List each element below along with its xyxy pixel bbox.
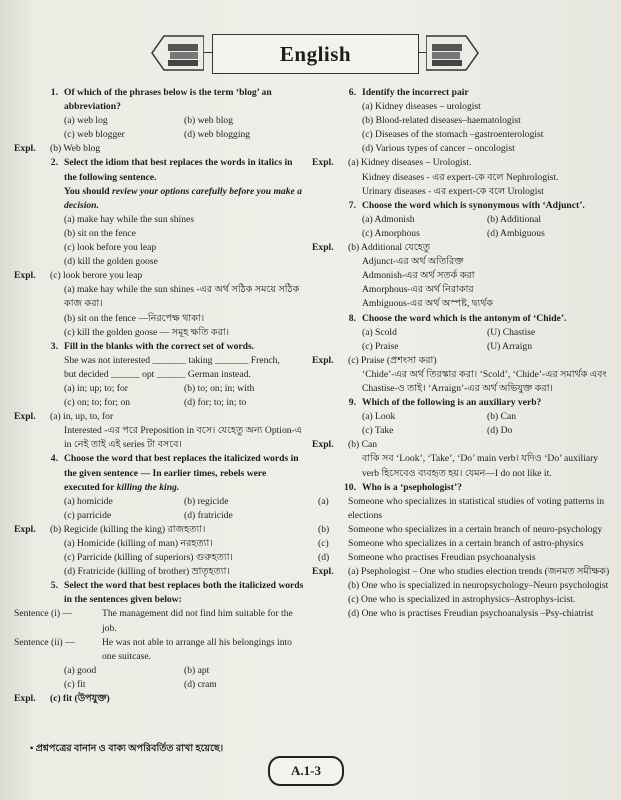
page-title: English	[212, 34, 419, 74]
option: (a) Someone who specializes in statistical studies of voting patterns in elections	[318, 495, 605, 521]
question-3-options: (a) in; up; to; for (b) to; on; in; with (c) on; to; for; on (d) for; to; in; to	[64, 382, 255, 409]
question-10: 10. Who is a ‘psephologist’?	[344, 481, 462, 493]
left-column	[14, 86, 304, 706]
explanation-line: (d) One who is practises Freudian psychoanalysis –Psy-chiatrist	[348, 608, 594, 620]
question-1-options: (a) web log (b) web blog (c) web blogger (d) web blogging	[64, 115, 251, 141]
sentence-i: Sentence (i) — The management did not find him suitable for the job.	[14, 608, 293, 634]
explanation-line: (d) Fratricide (killing of brother) ভ্রাতৃহত্যা।	[64, 566, 230, 578]
question-9: 9. Which of the following is an auxiliary verb?	[348, 397, 542, 409]
explanation-line: Ambiguous-এর অর্থ অস্পষ্ট, দ্ব্যর্থক	[362, 298, 494, 310]
explanation-line: Adjunct-এর অর্থ অতিরিক্ত	[362, 256, 464, 268]
explanation-2: Expl. (c) look berore you leap	[14, 270, 143, 282]
explanation-line: Amorphous-এর অর্থ নিরাকার	[362, 284, 474, 296]
explanation-line: Urinary diseases - এর expert-কে বলে Urologist	[362, 185, 544, 197]
option: (d) kill the golden goose	[64, 256, 158, 268]
option: (d) Various types of cancer – oncologist	[362, 143, 515, 155]
option: (d) Someone who practises Freudian psychoanalysis	[318, 552, 536, 564]
question-4: 4. Choose the word that best replaces the italicized words in the given sentence — In earlier times, rebels were executed for killing the king.	[50, 453, 299, 493]
explanation-3: Expl. (a) in, up, to, for	[14, 411, 114, 423]
question-1: 1. Of which of the phrases below is the term ‘blog’ an abbreviation?	[50, 87, 272, 113]
page-number: A.1-3	[268, 756, 344, 786]
explanation-line: (c) One who is specialized in astrophysics–Astrophys-icist.	[348, 594, 576, 606]
explanation-4: Expl. (b) Regicide (killing the king) রাজহত্যা।	[14, 523, 206, 535]
explanation-line: বাকি সব ‘Look’, ‘Take’, ‘Do’ main verb। যদিও ‘Do’ auxiliary verb হিসেবেও ব্যবহৃত হয়। যেমন—I do not like it.	[362, 453, 599, 479]
footer-note: • প্রশ্নপত্রের বানান ও বাক্য অপরিবর্তিত রাখা হয়েছে।	[30, 743, 224, 754]
question-8: 8. Choose the word which is the antonym of ‘Chide’.	[348, 312, 567, 324]
question-4-options: (a) homicide (b) regicide (c) parricide (d) fratricide	[64, 495, 233, 521]
question-5: 5. Select the word that best replaces both the italicized words in the sentences given below:	[50, 580, 304, 606]
explanation-line: (b) sit on the fence —নিরপেক্ষ থাকা।	[64, 312, 205, 324]
question-3-sentence: She was not interested _______ taking _______ French,	[64, 354, 280, 366]
explanation-line: Interested -এর পরে Preposition in বসে। যেহেতু অন্য Option-এ in নেই তাই এই series টা বসবে।	[64, 425, 303, 451]
question-9-options: (a) Look (b) Can (c) Take (d) Do	[362, 411, 517, 437]
explanation-6: Expl. (a) Kidney diseases – Urologist.	[312, 157, 472, 169]
explanation-line: (c) Parricide (killing of superiors) গুরুহত্যা।	[64, 552, 233, 564]
explanation-line: (c) kill the golden goose — সমূহ ক্ষতি করা।	[64, 326, 230, 338]
question-6: 6. Identify the incorrect pair	[348, 87, 469, 98]
option: (a) Kidney diseases – urologist	[362, 101, 481, 113]
explanation-line: (a) Homicide (killing of man) নরহত্যা।	[64, 538, 213, 549]
explanation-7: Expl. (b) Additional যেহেতু	[312, 242, 431, 254]
question-5-options: (a) good (b) apt (c) fit (d) cram	[64, 664, 217, 690]
option: (b) Blood-related diseases–haematologist	[362, 115, 521, 127]
question-7: 7. Choose the word which is synonymous with ‘Adjunct’.	[348, 199, 585, 211]
explanation-8: Expl. (c) Praise (প্রশংসা করা)	[312, 354, 437, 366]
explanation-9: Expl. (b) Can	[312, 439, 378, 451]
explanation-line: (b) One who is specialized in neuropsychology–Neuro psychologist	[348, 580, 609, 592]
option: (c) look before you leap	[64, 242, 157, 254]
header	[150, 30, 480, 78]
question-2: 2. Select the idiom that best replaces the words in italics in the following sentence.	[50, 157, 293, 183]
question-2-sentence: You should review your options carefully before you make a decision.	[64, 185, 302, 211]
option: (b) sit on the fence	[64, 227, 136, 239]
option: (c) Someone who specializes in a certain branch of astro-physics	[318, 538, 584, 549]
explanation-line: Admonish-এর অর্থ সতর্ক করা	[362, 270, 475, 282]
question-7-options: (a) Admonish (b) Additional (c) Amorphous (d) Ambiguous	[362, 213, 545, 239]
question-3: 3. Fill in the blanks with the correct set of words.	[50, 340, 255, 352]
books-icon-right	[426, 32, 480, 74]
right-column	[312, 86, 612, 622]
explanation-line: ‘Chide’-এর অর্থ তিরস্কার করা। ‘Scold’, ‘Chide’-এর সমার্থক এবং Chastise-ও তাই। ‘Arraign’-এর অর্থ অভিযুক্ত করা।	[362, 368, 607, 394]
explanation-line: (a) make hay while the sun shines -এর অর্থ সঠিক সময়ে সঠিক কাজ করা।	[64, 284, 300, 310]
books-icon-left	[150, 32, 204, 74]
explanation-line: Kidney diseases - এর expert-কে বলে Nephrologist.	[362, 171, 559, 183]
option: (b) Someone who specializes in a certain branch of neuro-psychology	[318, 523, 603, 535]
option: (c) Diseases of the stomach –gastroenterologist	[362, 129, 544, 141]
option: (a) make hay while the sun shines	[64, 213, 195, 225]
explanation-5: Expl. (c) fit (উপযুক্ত)	[14, 693, 110, 705]
explanation-10: Expl. (a) Psephologist – One who studies election trends (জনমত সমীক্ষক)	[312, 566, 610, 578]
explanation-1: Expl. (b) Web blog	[14, 143, 101, 155]
sentence-ii: Sentence (ii) — He was not able to arrange all his belongings into one suitcase.	[14, 636, 292, 662]
question-8-options: (a) Scold (U) Chastise (c) Praise (U) Arraign	[362, 326, 536, 352]
question-3-sentence: but decided ______ opt ______ German instead.	[64, 368, 251, 380]
